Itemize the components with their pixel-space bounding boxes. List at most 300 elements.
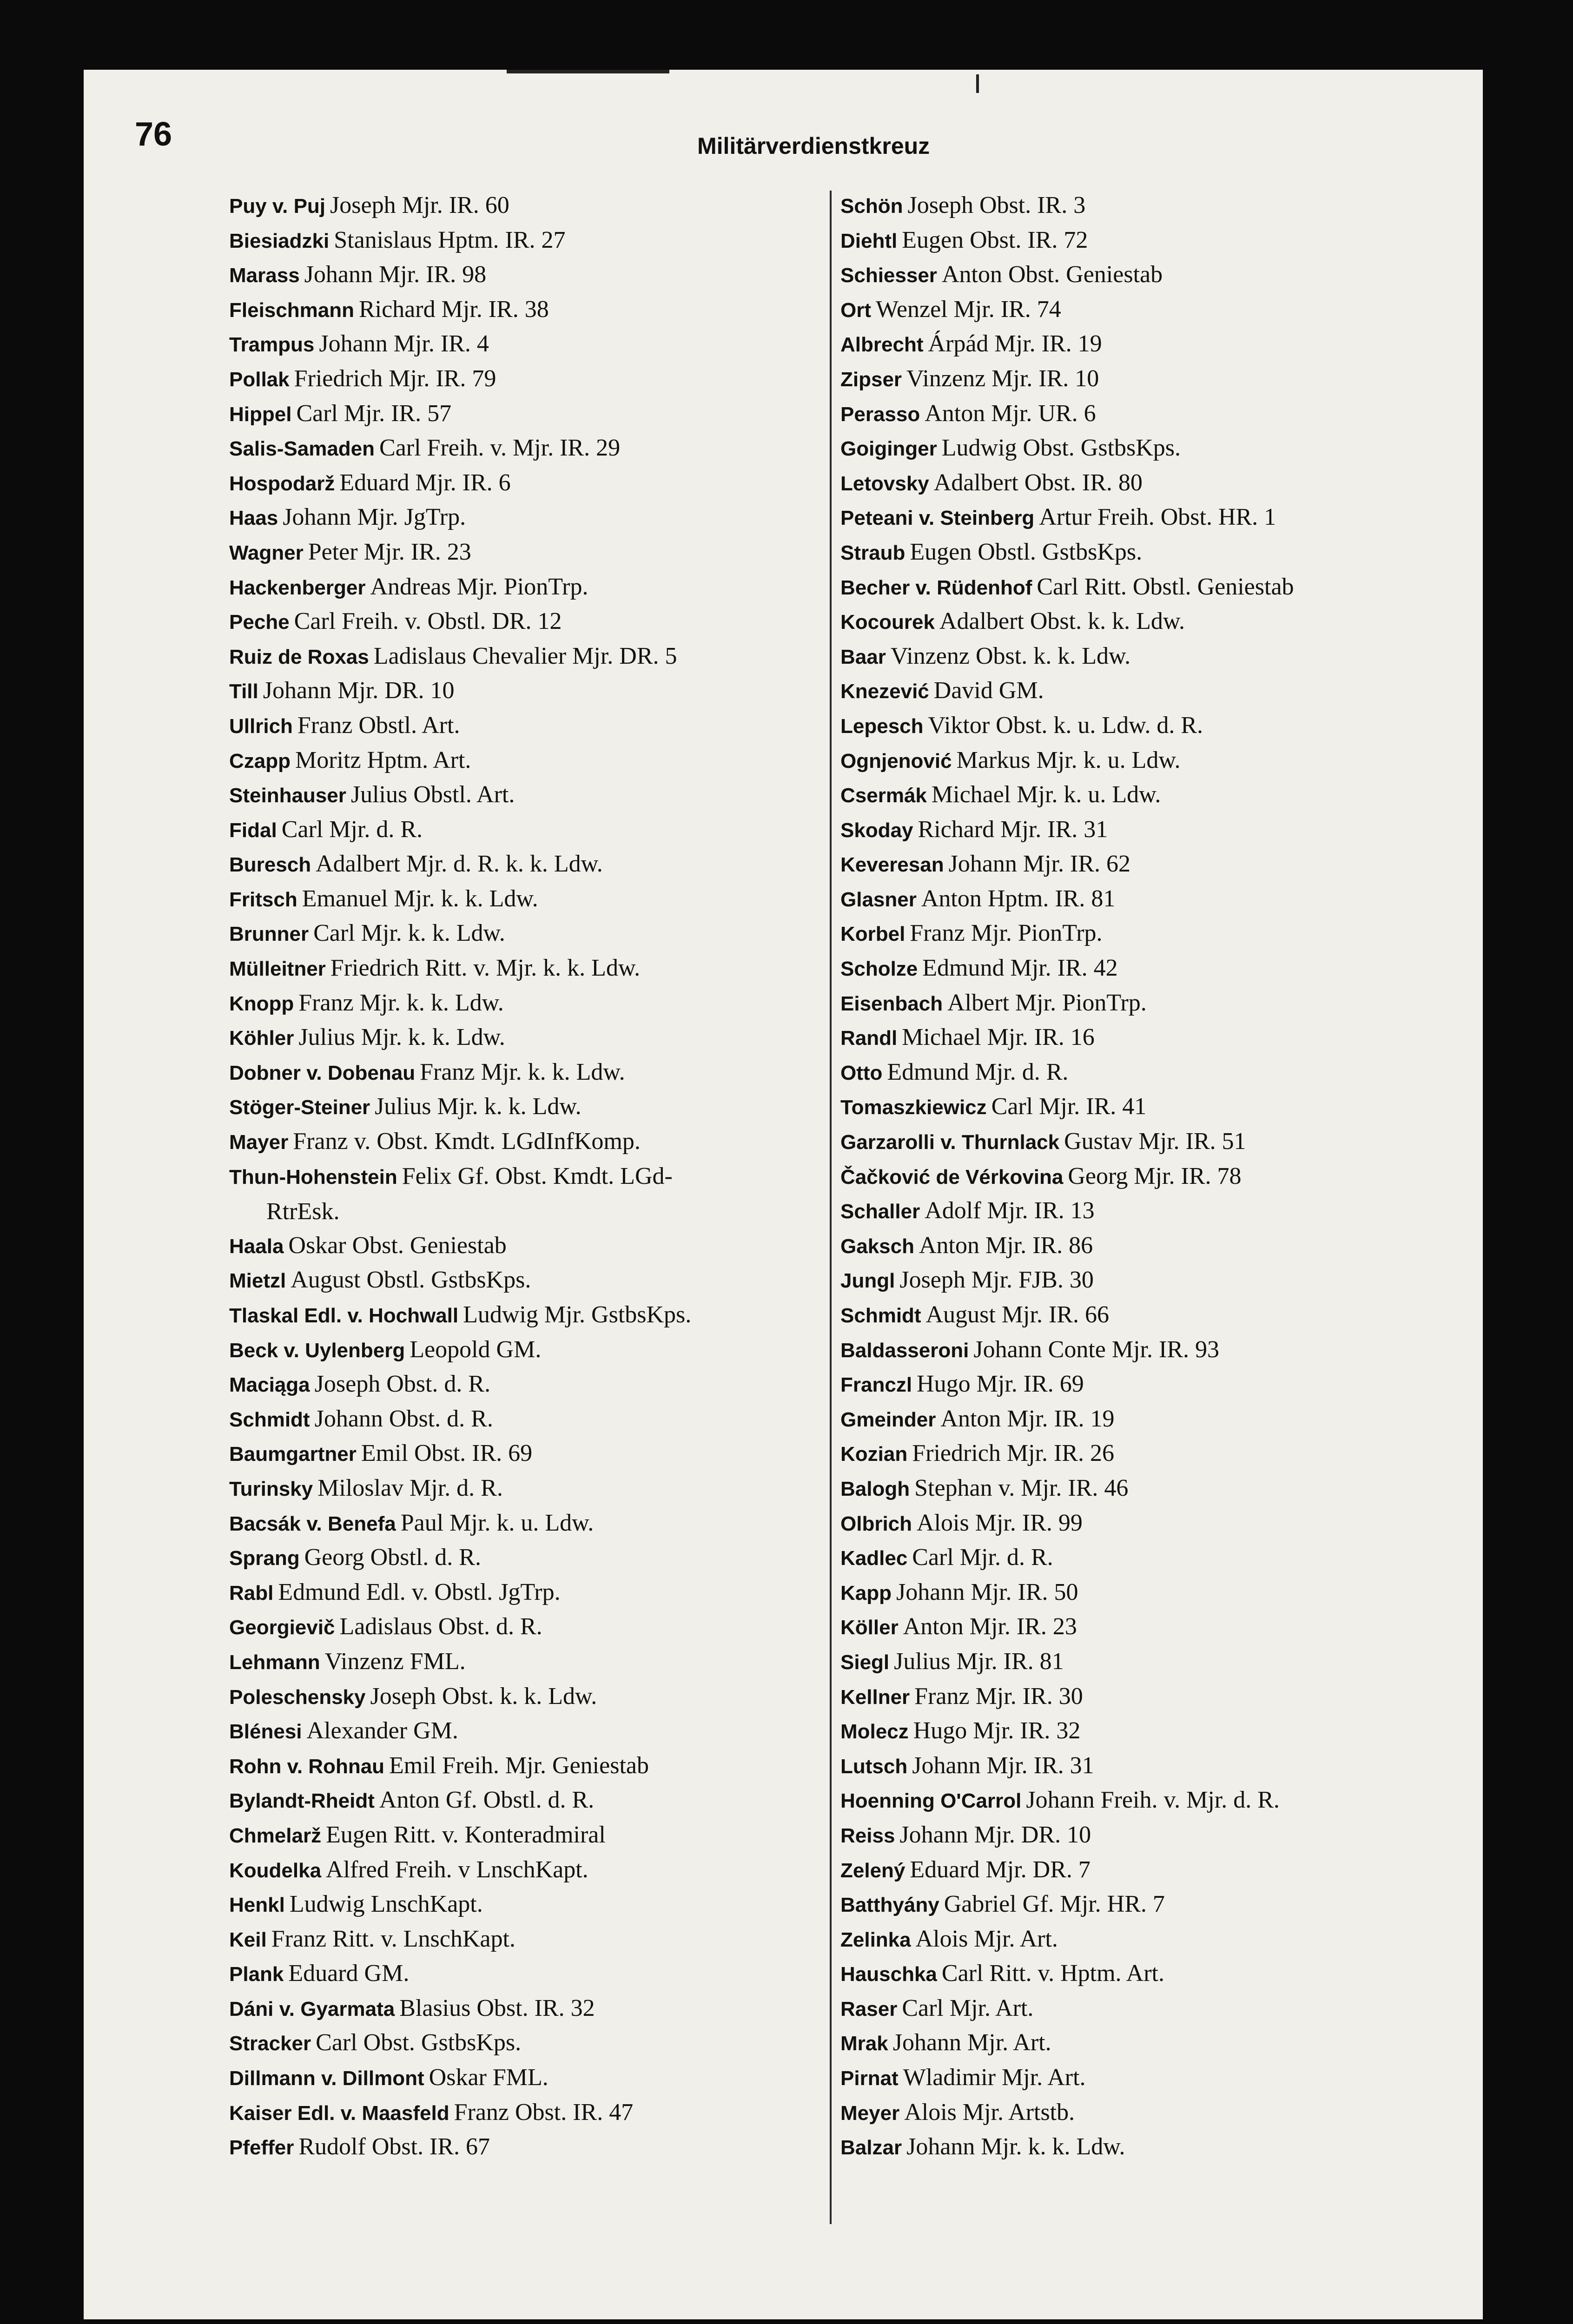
entry-surname: Rohn v. Rohnau [229,1755,385,1778]
entry-details: Anton Mjr. IR. 23 [903,1613,1077,1640]
entry-details: Edmund Edl. v. Obstl. JgTrp. [278,1578,561,1605]
left-column [229,188,820,2165]
entry-surname: Reiss [840,1824,895,1847]
entry-surname: Dáni v. Gyarmata [229,1997,395,2020]
entry-surname: Skoday [840,819,913,842]
list-item [840,1956,1463,1991]
entry-details: Felix Gf. Obst. Kmdt. LGd- [402,1162,673,1189]
entry-details: Anton Mjr. IR. 19 [940,1405,1115,1432]
list-item [229,604,820,639]
entry-details: Joseph Mjr. IR. 60 [330,192,509,218]
entry-details: Joseph Obst. k. k. Ldw. [370,1683,597,1710]
entry-details: Eduard Mjr. DR. 7 [910,1856,1091,1883]
entry-surname: Fidal [229,819,277,842]
entry-details: Albert Mjr. PionTrp. [947,989,1147,1016]
entry-details: Miloslav Mjr. d. R. [317,1474,503,1501]
entry-surname: Mülleitner [229,957,326,981]
entry-details: Carl Mjr. k. k. Ldw. [313,920,505,947]
entry-surname: Čačković de Vérkovina [840,1165,1064,1188]
list-item [229,1956,820,1991]
list-item [840,916,1463,951]
entry-details: Eduard Mjr. IR. 6 [339,469,511,496]
entry-surname: Peche [229,611,290,634]
list-item [840,1506,1463,1541]
entry-surname: Olbrich [840,1512,912,1535]
entry-surname: Wagner [229,541,304,564]
entry-details: Johann Obst. d. R. [314,1405,493,1432]
entry-details: Edmund Mjr. d. R. [887,1058,1069,1085]
entry-details: Ladislaus Chevalier Mjr. DR. 5 [373,642,677,669]
entry-surname: Brunner [229,923,309,946]
entry-details: Alois Mjr. IR. 99 [917,1509,1083,1536]
column-divider [830,191,832,2224]
entry-details: Anton Hptm. IR. 81 [921,885,1116,912]
list-item [229,1540,820,1575]
entry-details: Carl Ritt. v. Hptm. Art. [941,1960,1164,1987]
entry-surname: Franczl [840,1373,912,1397]
entry-details: Andreas Mjr. PionTrp. [370,573,588,600]
entry-details: Carl Freih. v. Mjr. IR. 29 [379,435,621,462]
list-item [229,1020,820,1055]
entry-surname: Balzar [840,2136,902,2159]
entry-surname: Kellner [840,1685,910,1709]
list-item [840,1644,1463,1679]
entry-surname: Keveresan [840,853,944,877]
entry-details: Alexander GM. [306,1717,458,1744]
list-item [840,1124,1463,1159]
list-item [840,1055,1463,1090]
list-item [229,257,820,292]
list-item [840,604,1463,639]
entry-details: Adalbert Obst. k. k. Ldw. [939,608,1185,635]
list-item [840,778,1463,812]
entry-surname: Pirnat [840,2067,899,2090]
entry-details: Adolf Mjr. IR. 13 [925,1197,1095,1224]
entry-details: Franz Obst. IR. 47 [454,2099,634,2126]
list-item [229,327,820,362]
entry-surname: Pollak [229,368,290,391]
entry-details: Franz Ritt. v. LnschKapt. [271,1925,516,1952]
entry-surname: Baldasseroni [840,1339,969,1362]
entry-surname: Lehmann [229,1651,320,1674]
entry-surname: Scholze [840,957,918,981]
entry-surname: Korbel [840,923,905,946]
entry-details: Markus Mjr. k. u. Ldw. [956,746,1181,773]
entry-surname: Rabl [229,1581,274,1604]
entry-details: Hugo Mjr. IR. 69 [917,1371,1084,1398]
list-item [840,1089,1463,1124]
list-item [229,1228,820,1263]
entry-details: Wladimir Mjr. Art. [903,2064,1086,2091]
entry-details: Eduard GM. [288,1960,410,1987]
entry-surname: Letovsky [840,472,929,495]
list-item [840,882,1463,917]
entry-details: Ludwig Obst. GstbsKps. [941,435,1181,462]
entry-surname: Straub [840,541,905,564]
entry-surname: Pfeffer [229,2136,294,2159]
list-item [840,1818,1463,1853]
list-item [229,1644,820,1679]
running-title: Militärverdienstkreuz [697,133,930,159]
entry-details: Friedrich Mjr. IR. 26 [912,1440,1114,1467]
entry-details: Johann Mjr. IR. 50 [896,1578,1078,1605]
entry-surname: Koudelka [229,1859,322,1882]
entry-details: Viktor Obst. k. u. Ldw. d. R. [928,712,1203,739]
entry-surname: Köhler [229,1027,294,1050]
entry-surname: Zelinka [840,1928,911,1951]
list-item [229,1333,820,1367]
list-item [840,951,1463,986]
list-item [229,2130,820,2165]
list-item [229,2095,820,2130]
list-item [229,882,820,917]
entry-surname: Puy v. Puj [229,195,326,218]
entry-surname: Biesiadzki [229,229,330,252]
list-item [840,500,1463,535]
entry-details: Gustav Mjr. IR. 51 [1064,1128,1246,1155]
list-item [229,1055,820,1090]
entry-surname: Georgievič [229,1616,335,1639]
list-item [229,847,820,882]
list-item [229,1367,820,1402]
entry-details: Johann Mjr. IR. 62 [948,851,1131,878]
entry-details: Friedrich Ritt. v. Mjr. k. k. Ldw. [330,955,641,982]
entry-details: Georg Obstl. d. R. [304,1544,481,1571]
entry-surname: Tomaszkiewicz [840,1096,987,1119]
entry-details: Anton Gf. Obstl. d. R. [379,1787,595,1814]
list-item [840,1159,1463,1194]
entry-surname: Fleischmann [229,298,354,322]
entry-details: Johann Mjr. IR. 98 [304,261,487,288]
entry-details: Anton Mjr. UR. 6 [925,400,1096,427]
entry-continuation: RtrEsk. [266,1198,340,1225]
list-item [229,1402,820,1437]
list-item [840,2095,1463,2130]
entry-details: Eugen Obst. IR. 72 [902,226,1088,253]
entry-surname: Turinsky [229,1477,313,1500]
entry-details: Julius Obstl. Art. [350,781,515,808]
entry-surname: Beck v. Uylenberg [229,1339,405,1362]
entry-surname: Balogh [840,1477,910,1500]
entry-surname: Batthyány [840,1894,939,1917]
list-item [840,812,1463,847]
entry-surname: Schiesser [840,264,937,287]
entry-details: Alois Mjr. Artstb. [904,2099,1075,2126]
entry-surname: Kozian [840,1443,908,1466]
entry-surname: Lutsch [840,1755,908,1778]
list-item [229,986,820,1021]
entry-surname: Glasner [840,888,917,911]
list-item [229,431,820,466]
list-item [840,1436,1463,1471]
entry-details: Franz Mjr. PionTrp. [910,920,1103,947]
entry-surname: Molecz [840,1720,909,1743]
entry-surname: Köller [840,1616,899,1639]
list-item [840,1471,1463,1506]
list-item [840,431,1463,466]
entry-surname: Hippel [229,403,292,426]
entry-details: Alois Mjr. Art. [915,1925,1058,1952]
list-item [840,1991,1463,2026]
entry-surname: Stöger-Steiner [229,1096,370,1119]
list-item [229,778,820,812]
entry-surname: Sprang [229,1547,300,1570]
entry-surname: Czapp [229,749,291,772]
entry-details: Moritz Hptm. Art. [295,746,471,773]
list-item [840,1714,1463,1749]
page-number: 76 [135,116,172,153]
entry-surname: Blénesi [229,1720,302,1743]
entry-surname: Eisenbach [840,992,943,1015]
list-item [229,1506,820,1541]
entry-surname: Albrecht [840,333,924,357]
list-item [229,1887,820,1922]
entry-surname: Hauschka [840,1963,937,1986]
entry-details: Georg Mjr. IR. 78 [1068,1162,1242,1189]
entry-surname: Steinhauser [229,784,346,807]
list-item [840,223,1463,258]
entry-details: Alfred Freih. v LnschKapt. [326,1856,588,1883]
entry-details: Michael Mjr. k. u. Ldw. [931,781,1161,808]
entry-surname: Marass [229,264,300,287]
list-item [229,1610,820,1644]
list-item [229,1575,820,1610]
list-item [229,639,820,674]
entry-details: Joseph Mjr. FJB. 30 [899,1267,1094,1294]
entry-details: Carl Mjr. IR. 57 [296,400,452,427]
entry-surname: Mietzl [229,1269,286,1293]
entry-details: Johann Freih. v. Mjr. d. R. [1026,1787,1280,1814]
list-item [229,673,820,708]
list-item [840,1333,1463,1367]
list-item [229,188,820,223]
entry-surname: Knezević [840,680,929,703]
list-item [840,2060,1463,2095]
list-item [840,743,1463,778]
list-item [840,1922,1463,1957]
entry-surname: Haala [229,1235,284,1258]
list-item [229,1471,820,1506]
entry-surname: Knopp [229,992,294,1015]
list-item [840,2130,1463,2165]
entry-details: Johann Mjr. Art. [892,2029,1051,2056]
entry-details: Stanislaus Hptm. IR. 27 [334,226,566,253]
scan-edge-mark [976,74,979,93]
entry-details: Carl Mjr. d. R. [281,816,423,843]
entry-surname: Schmidt [840,1304,921,1327]
entry-details: Richard Mjr. IR. 38 [358,296,549,323]
list-item [229,1783,820,1818]
entry-details: Johann Conte Mjr. IR. 93 [973,1336,1220,1363]
list-item [229,362,820,396]
entry-details: Anton Obst. Geniestab [941,261,1163,288]
entry-details: Anton Mjr. IR. 86 [919,1232,1093,1259]
entry-details: Artur Freih. Obst. HR. 1 [1039,504,1276,531]
list-item [840,673,1463,708]
entry-details: Franz Mjr. IR. 30 [914,1683,1083,1710]
entry-details: Stephan v. Mjr. IR. 46 [914,1474,1129,1501]
list-item [840,292,1463,327]
entry-surname: Stracker [229,2032,311,2055]
entry-details: Paul Mjr. k. u. Ldw. [400,1509,594,1536]
entry-surname: Kocourek [840,611,935,634]
list-item [229,1853,820,1888]
entry-surname: Maciąga [229,1373,310,1397]
entry-details: August Obstl. GstbsKps. [291,1267,531,1294]
entry-surname: Kaiser Edl. v. Maasfeld [229,2101,449,2125]
list-item [840,1298,1463,1333]
entry-details: Johann Mjr. k. k. Ldw. [906,2133,1125,2160]
list-item [840,1263,1463,1298]
list-item [229,1089,820,1124]
list-item [229,466,820,501]
entry-details: David GM. [933,677,1044,704]
list-item [229,1159,820,1228]
entry-details: Johann Mjr. IR. 4 [319,330,489,357]
entry-details: Peter Mjr. IR. 23 [308,538,471,565]
list-item [229,812,820,847]
entry-surname: Hospodarž [229,472,335,495]
entry-details: Ludwig Mjr. GstbsKps. [463,1301,692,1328]
list-item [229,916,820,951]
entry-details: Franz Mjr. k. k. Ldw. [420,1058,625,1085]
entry-surname: Otto [840,1061,883,1084]
list-item [840,466,1463,501]
entry-surname: Hoenning O'Carrol [840,1789,1022,1813]
entry-details: Julius Mjr. k. k. Ldw. [298,1024,505,1051]
entry-details: Joseph Obst. d. R. [314,1371,491,1398]
list-item [840,362,1463,396]
list-item [229,2026,820,2060]
entry-surname: Bylandt-Rheidt [229,1789,375,1813]
entry-details: Emil Obst. IR. 69 [361,1440,533,1467]
scan-edge-mark [507,70,669,73]
right-column [840,188,1463,2165]
entry-surname: Schmidt [229,1408,310,1431]
entry-surname: Thun-Hohenstein [229,1165,397,1188]
entry-details: Carl Freih. v. Obstl. DR. 12 [294,608,562,635]
list-item [229,2060,820,2095]
entry-details: Hugo Mjr. IR. 32 [913,1717,1081,1744]
entry-surname: Peteani v. Steinberg [840,507,1035,530]
entry-surname: Becher v. Rüdenhof [840,576,1032,599]
list-item [840,1575,1463,1610]
entry-details: Emil Freih. Mjr. Geniestab [389,1752,649,1779]
list-item [229,951,820,986]
list-item [840,396,1463,431]
entry-surname: Poleschensky [229,1685,366,1709]
entry-details: Oskar FML. [429,2064,549,2091]
entry-surname: Goiginger [840,437,937,461]
entry-surname: Baar [840,645,886,668]
entry-details: Carl Obst. GstbsKps. [316,2029,522,2056]
entry-details: Johann Mjr. JgTrp. [283,504,466,531]
entry-surname: Siegl [840,1651,890,1674]
entry-surname: Ognjenović [840,749,952,772]
list-item [229,1298,820,1333]
entry-surname: Csermák [840,784,927,807]
entry-surname: Mayer [229,1131,289,1154]
list-item [229,1714,820,1749]
entry-details: Árpád Mjr. IR. 19 [928,330,1102,357]
entry-surname: Till [229,680,258,703]
entry-surname: Kapp [840,1581,892,1604]
list-item [840,1679,1463,1714]
list-item [229,1436,820,1471]
entry-surname: Mrak [840,2032,888,2055]
entry-surname: Dillmann v. Dillmont [229,2067,424,2090]
entry-surname: Gaksch [840,1235,914,1258]
entry-details: Vinzenz Obst. k. k. Ldw. [890,642,1131,669]
list-item [840,1540,1463,1575]
entry-surname: Baumgartner [229,1443,357,1466]
entry-surname: Jungl [840,1269,895,1293]
list-item [229,396,820,431]
list-item [840,327,1463,362]
entry-surname: Ort [840,298,871,322]
list-item [840,847,1463,882]
list-item [840,2026,1463,2060]
entry-details: Ladislaus Obst. d. R. [339,1613,542,1640]
list-item [840,1020,1463,1055]
entry-details: Emanuel Mjr. k. k. Ldw. [302,885,538,912]
entry-details: Vinzenz Mjr. IR. 10 [906,365,1099,392]
list-item [229,1263,820,1298]
list-item [229,223,820,258]
entry-surname: Zelený [840,1859,905,1882]
list-item [840,1887,1463,1922]
entry-details: Vinzenz FML. [324,1648,466,1675]
entry-surname: Haas [229,507,278,530]
list-item [840,257,1463,292]
list-item [840,1402,1463,1437]
entry-details: Carl Mjr. Art. [902,1994,1034,2021]
entry-details: Carl Mjr. IR. 41 [991,1093,1147,1120]
entry-details: Adalbert Obst. IR. 80 [933,469,1143,496]
list-item [229,1991,820,2026]
entry-details: Julius Mjr. k. k. Ldw. [375,1093,582,1120]
list-item [840,639,1463,674]
entry-details: Franz Obstl. Art. [297,712,460,739]
list-item [229,1818,820,1853]
entry-details: Rudolf Obst. IR. 67 [298,2133,490,2160]
list-item [840,1367,1463,1402]
list-item [840,1228,1463,1263]
entry-details: Franz Mjr. k. k. Ldw. [298,989,504,1016]
entry-details: Johann Mjr. DR. 10 [899,1821,1091,1848]
entry-details: Johann Mjr. DR. 10 [263,677,455,704]
entry-surname: Bacsák v. Benefa [229,1512,396,1535]
list-item [229,292,820,327]
entry-surname: Meyer [840,2101,900,2125]
entry-surname: Plank [229,1963,284,1986]
entry-surname: Buresch [229,853,311,877]
entry-surname: Perasso [840,403,920,426]
entry-details: August Mjr. IR. 66 [925,1301,1109,1328]
entry-details: Ludwig LnschKapt. [289,1891,483,1918]
entry-surname: Kadlec [840,1547,908,1570]
list-item [840,708,1463,743]
list-item [229,1124,820,1159]
list-item [840,986,1463,1021]
list-item [229,1749,820,1783]
entry-surname: Keil [229,1928,267,1951]
entry-details: Richard Mjr. IR. 31 [918,816,1108,843]
entry-surname: Raser [840,1997,898,2020]
list-item [229,743,820,778]
list-item [229,708,820,743]
entry-surname: Diehtl [840,229,898,252]
